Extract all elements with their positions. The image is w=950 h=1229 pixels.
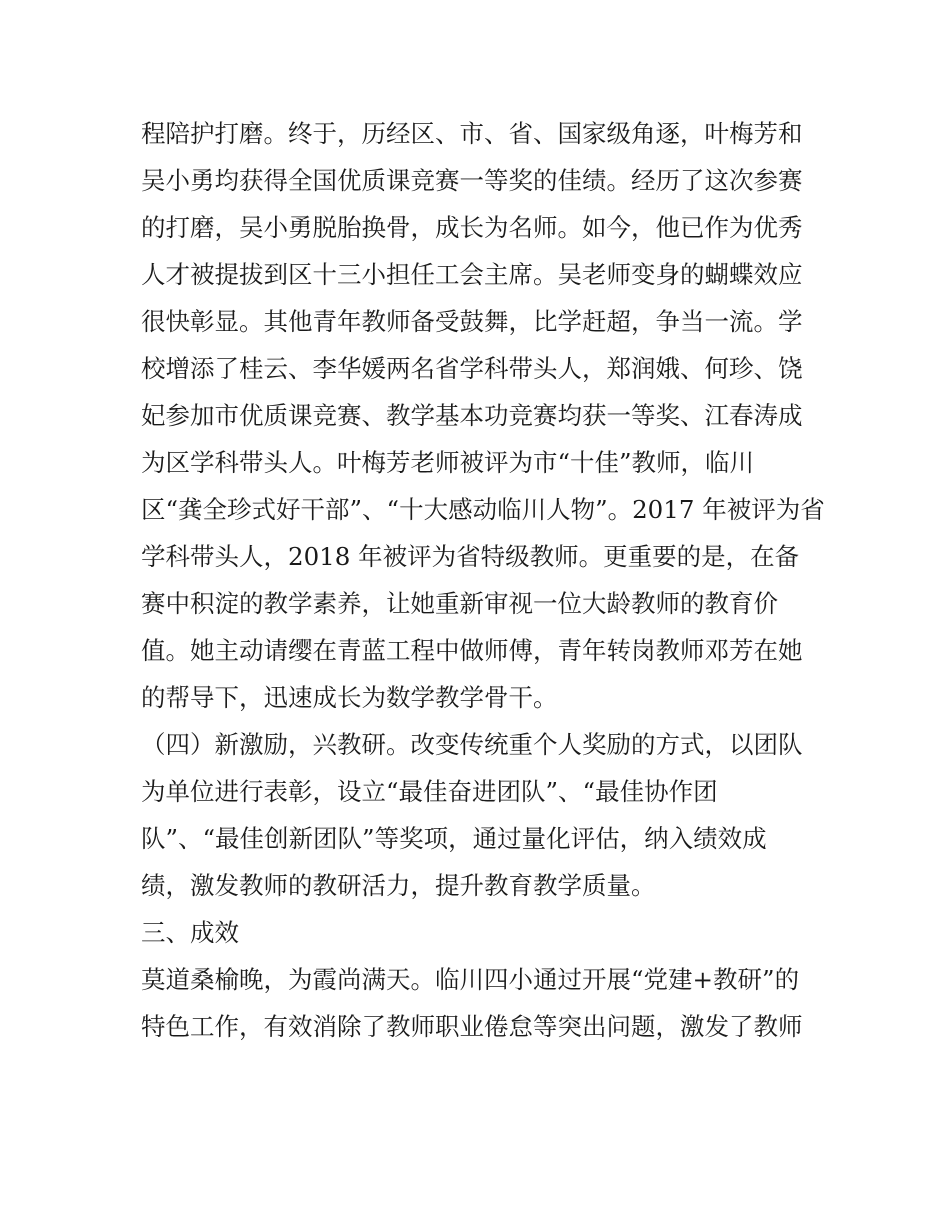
text-line: 莫道桑榆晚，为霞尚满天。临川四小通过开展“党建+教研”的 [141, 965, 800, 994]
document-body [141, 110, 825, 1050]
text-line: 赛中积淀的教学素养，让她重新审视一位大龄教师的教育价 [141, 589, 778, 618]
text-line: 为单位进行表彰，设立“最佳奋进团队”、“最佳协作团 [141, 777, 718, 806]
text-line: 很快彰显。其他青年教师备受鼓舞，比学赶超，争当一流。学 [141, 307, 803, 336]
text-line: 吴小勇均获得全国优质课竞赛一等奖的佳绩。经历了这次参赛 [141, 166, 803, 195]
text-line: 的打磨，吴小勇脱胎换骨，成长为名师。如今，他已作为优秀 [141, 213, 803, 242]
text-line: 妃参加市优质课竞赛、教学基本功竞赛均获一等奖、江春涛成 [141, 401, 803, 430]
section-heading-line: （四）新激励，兴教研。改变传统重个人奖励的方式，以团队 [141, 730, 803, 759]
text-line: 学科带头人，2018 年被评为省特级教师。更重要的是，在备 [141, 542, 800, 571]
text-line: 值。她主动请缨在青蓝工程中做师傅，青年转岗教师邓芳在她 [141, 636, 803, 665]
text-line: 特色工作，有效消除了教师职业倦怠等突出问题，激发了教师 [141, 1012, 803, 1041]
text-line: 队”、“最佳创新团队”等奖项，通过量化评估，纳入绩效成 [141, 824, 767, 853]
section-heading: 三、成效 [141, 918, 239, 947]
text-line: 绩，激发教师的教研活力，提升教育教学质量。 [141, 871, 656, 900]
text-line: 人才被提拔到区十三小担任工会主席。吴老师变身的蝴蝶效应 [141, 260, 803, 289]
text-line: 的帮导下，迅速成长为数学教学骨干。 [141, 683, 558, 712]
text-line: 校增添了桂云、李华媛两名省学科带头人，郑润娥、何珍、饶 [141, 354, 803, 383]
text-line: 程陪护打磨。终于，历经区、市、省、国家级角逐，叶梅芳和 [141, 119, 803, 148]
text-line: 区“龚全珍式好干部”、“十大感动临川人物”。2017 年被评为省 [141, 495, 825, 524]
text-line: 为区学科带头人。叶梅芳老师被评为市“十佳”教师，临川 [141, 448, 755, 477]
